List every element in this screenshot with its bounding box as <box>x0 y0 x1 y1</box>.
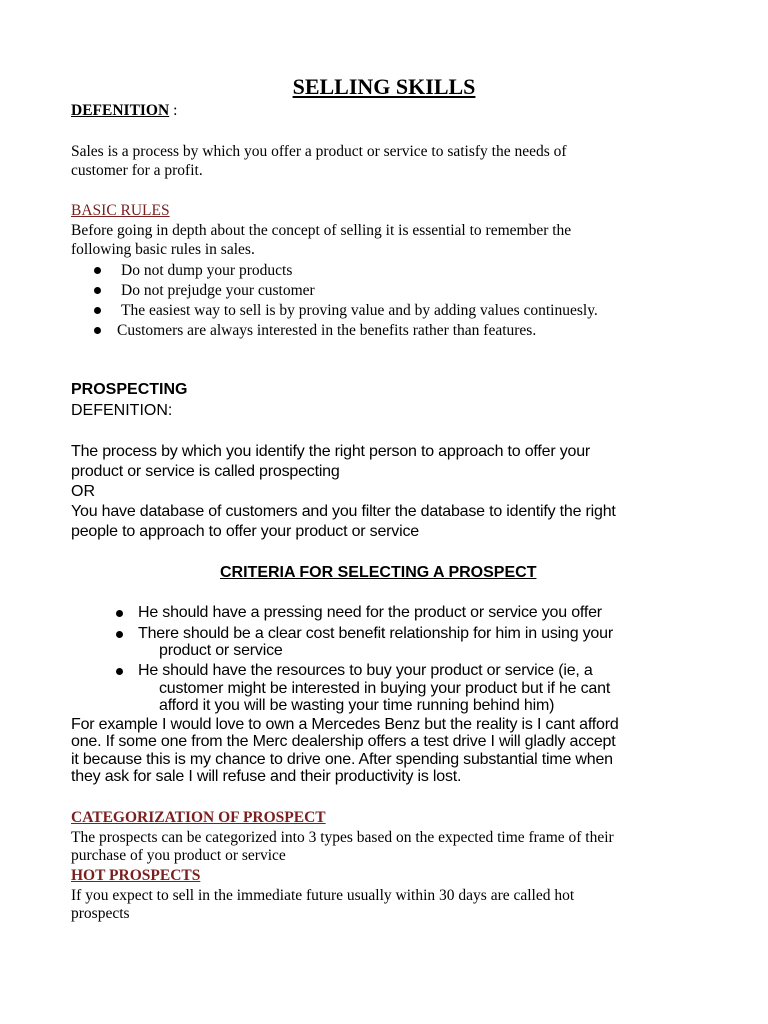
prospecting-para1-line-1: The process by which you identify the right person to approach to offer your <box>71 443 591 460</box>
bullet-icon <box>94 267 101 274</box>
hot-prospects-line-1: If you expect to sell in the immediate future usually within 30 days are called hot <box>71 887 575 904</box>
criteria-example-line-4: they ask for sale I will refuse and their productivity is lost. <box>71 768 462 785</box>
basic-rule-item: The easiest way to sell is by proving value and by adding values continuesly. <box>121 302 598 319</box>
basic-rule-item: Customers are always interested in the benefits rather than features. <box>117 322 537 339</box>
bullet-icon <box>116 631 123 638</box>
basic-rules-intro-line-2: following basic rules in sales. <box>71 241 255 258</box>
categorization-line-2: purchase of you product or service <box>71 847 286 864</box>
definition-heading: DEFENITION <box>71 102 170 119</box>
criteria-heading: CRITERIA FOR SELECTING A PROSPECT <box>220 564 537 581</box>
prospecting-para2-line-1: You have database of customers and you filter the database to identify the right <box>71 503 616 520</box>
bullet-icon <box>94 327 101 334</box>
basic-rules-heading: BASIC RULES <box>71 202 170 219</box>
prospecting-para1-line-2: product or service is called prospecting <box>71 463 340 480</box>
page-title: SELLING SKILLS <box>292 74 476 99</box>
criteria-item-3-line-1: He should have the resources to buy your product or service (ie, a <box>138 662 593 679</box>
definition-text-line-1: Sales is a process by which you offer a product or service to satisfy the needs of <box>71 143 567 160</box>
criteria-item-3-line-3: afford it you will be wasting your time running behind him) <box>159 697 555 714</box>
criteria-item-3-line-2: customer might be interested in buying your product but if he cant <box>159 680 611 697</box>
basic-rules-intro-line-1: Before going in depth about the concept of selling it is essential to remember the <box>71 222 572 239</box>
categorization-heading: CATEGORIZATION OF PROSPECT <box>71 809 326 826</box>
criteria-example-line-3: it because this is my chance to drive one. After spending substantial time when <box>71 751 613 768</box>
bullet-icon <box>116 610 123 617</box>
prospecting-subheading: DEFENITION: <box>71 402 173 419</box>
definition-heading-line <box>71 101 177 120</box>
bullet-icon <box>94 287 101 294</box>
basic-rule-item: Do not dump your products <box>121 262 293 279</box>
definition-colon: : <box>169 102 178 119</box>
hot-prospects-heading: HOT PROSPECTS <box>71 867 201 884</box>
prospecting-heading: PROSPECTING <box>71 381 188 398</box>
prospecting-or: OR <box>71 483 95 500</box>
criteria-example-line-1: For example I would love to own a Mercedes Benz but the reality is I cant afford <box>71 716 619 733</box>
criteria-item-2-line-2: product or service <box>159 642 283 659</box>
bullet-icon <box>116 668 123 675</box>
categorization-line-1: The prospects can be categorized into 3 types based on the expected time frame of their <box>71 829 614 846</box>
hot-prospects-line-2: prospects <box>71 905 130 922</box>
bullet-icon <box>94 307 101 314</box>
criteria-example-line-2: one. If some one from the Merc dealership offers a test drive I will gladly accept <box>71 733 616 750</box>
definition-text-line-2: customer for a profit. <box>71 162 203 179</box>
criteria-item-1-line-1: He should have a pressing need for the product or service you offer <box>138 604 602 621</box>
basic-rule-item: Do not prejudge your customer <box>121 282 315 299</box>
criteria-item-2-line-1: There should be a clear cost benefit relationship for him in using your <box>138 625 613 642</box>
prospecting-para2-line-2: people to approach to offer your product or service <box>71 523 419 540</box>
